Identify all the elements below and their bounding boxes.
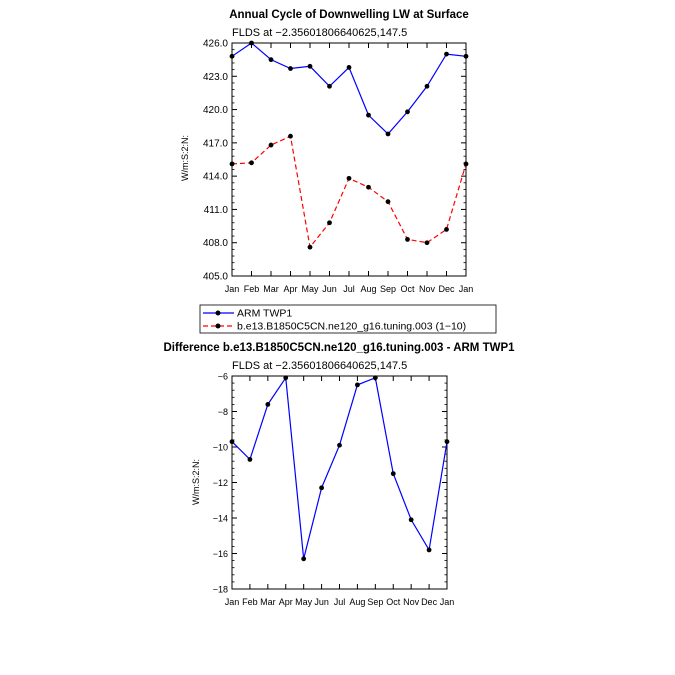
chart1-series-1-point <box>308 245 313 250</box>
chart1-series-line-1 <box>232 136 466 247</box>
chart2-series-0-point <box>319 485 324 490</box>
chart1-series-1-point <box>288 134 293 139</box>
chart1-series-0-point <box>444 52 449 57</box>
chart1-series-0-point <box>308 64 313 69</box>
chart2-series-0-point <box>355 382 360 387</box>
chart1-xtick-label: Jul <box>343 284 355 294</box>
chart1-title: Annual Cycle of Downwelling LW at Surface <box>229 9 469 21</box>
chart1-series-1-point <box>405 237 410 242</box>
chart1-series-1-point <box>230 162 235 167</box>
chart1-ytick-label: 408.0 <box>202 238 228 250</box>
chart2-xtick-label: Sep <box>367 597 384 607</box>
chart2-xtick-label: Jan <box>439 597 455 607</box>
chart1-xtick-label: May <box>301 284 319 294</box>
chart2-xtick-label: Oct <box>386 597 401 607</box>
chart2-series-0-point <box>337 443 342 448</box>
chart1-series-0-point <box>347 65 352 70</box>
chart1-ytick-label: 417.0 <box>202 138 228 150</box>
chart1-plot-frame <box>232 43 466 276</box>
chart2-ytick-label: −14 <box>212 513 228 524</box>
chart2-series-0-point <box>283 375 288 380</box>
chart1-series-0-point <box>405 109 410 114</box>
chart2-series-0-point <box>409 517 414 522</box>
legend-label-model: b.e13.B1850C5CN.ne120_g16.tuning.003 (1−10) <box>237 320 467 333</box>
legend-label-arm: ARM TWP1 <box>237 307 293 320</box>
chart2-xtick-label: Jul <box>333 597 346 607</box>
chart1-series-1-point <box>386 199 391 204</box>
legend-marker-arm <box>216 311 221 316</box>
chart2-series-0-point <box>445 439 450 444</box>
chart1-ytick-label: 414.0 <box>202 171 228 183</box>
chart2-xtick-label: May <box>295 597 313 607</box>
chart1-xtick-label: Mar <box>263 284 279 294</box>
chart1-series-0-point <box>425 84 430 89</box>
chart2-xtick-label: Feb <box>242 597 258 607</box>
chart1-xtick-label: Aug <box>360 284 377 294</box>
chart2-xtick-label: Nov <box>403 597 420 607</box>
chart2-xtick-label: Dec <box>421 597 438 607</box>
chart2-series-line-0 <box>232 378 447 559</box>
chart1-series-0-point <box>464 54 469 59</box>
chart1-series-line-0 <box>232 43 466 134</box>
chart1-ytick-label: 420.0 <box>202 105 228 117</box>
chart2-xtick-label: Apr <box>278 597 293 607</box>
chart1-series-0-point <box>269 57 274 62</box>
chart2-ylabel: W/m:S:2:N: <box>191 458 201 506</box>
chart1-series-1-point <box>347 176 352 181</box>
chart2-ytick-label: −16 <box>212 549 228 559</box>
chart1-series-0-point <box>327 84 332 89</box>
chart1-ytick-label: 405.0 <box>202 271 228 283</box>
chart1-series-1-point <box>425 240 430 245</box>
chart1-xtick-label: Jan <box>458 284 474 294</box>
chart1-xtick-label: Nov <box>418 284 436 294</box>
chart2-plot-frame <box>232 376 447 589</box>
chart2-xtick-label: Mar <box>260 597 276 607</box>
chart1-xtick-label: Jan <box>224 284 240 294</box>
legend-marker-model <box>216 324 221 329</box>
chart1-series-1-point <box>444 227 449 232</box>
chart2-xtick-label: Jun <box>314 597 329 607</box>
chart1-series-1-point <box>327 220 332 225</box>
chart1-series-0-point <box>366 113 371 118</box>
chart1-xtick-label: Oct <box>400 284 415 294</box>
chart1-xtick-label: Feb <box>243 284 260 294</box>
chart1-series-0-point <box>288 66 293 71</box>
chart1-ylabel: W/m:S:2:N: <box>180 134 190 182</box>
chart1-xtick-label: Sep <box>379 284 397 294</box>
chart1-series-0-point <box>386 132 391 137</box>
chart2-series-0-point <box>373 375 378 380</box>
chart1-series-1-point <box>269 143 274 148</box>
chart2-series-0-point <box>248 457 253 462</box>
chart2-ytick-label: −18 <box>212 584 228 595</box>
chart1-ytick-label: 423.0 <box>202 71 228 83</box>
chart1-subtitle: FLDS at −2.35601806640625,147.5 <box>232 27 408 39</box>
chart1-series-0-point <box>249 41 254 46</box>
chart2-series-0-point <box>230 439 235 444</box>
chart1-ytick-label: 426.0 <box>202 38 228 50</box>
chart2-series-0-point <box>265 402 270 407</box>
chart2-title: Difference b.e13.B1850C5CN.ne120_g16.tuning.003 - ARM TWP1 <box>163 342 515 354</box>
chart2-xtick-label: Aug <box>349 597 366 607</box>
chart2-ytick-label: −10 <box>212 442 228 453</box>
chart1-series-1-point <box>366 185 371 190</box>
chart1-ytick-label: 411.0 <box>203 204 228 216</box>
chart2-ytick-label: −6 <box>217 371 228 382</box>
chart2-ytick-label: −8 <box>217 407 228 417</box>
chart2-ytick-label: −12 <box>212 478 228 488</box>
chart2-series-0-point <box>391 471 396 476</box>
chart2-series-0-point <box>301 556 306 561</box>
annual-cycle-chart <box>180 9 473 294</box>
chart2-subtitle: FLDS at −2.35601806640625,147.5 <box>232 360 408 372</box>
chart1-xtick-label: Apr <box>283 284 298 294</box>
chart1-xtick-label: Dec <box>438 284 455 294</box>
chart1-xtick-label: Jun <box>322 284 337 294</box>
chart2-xtick-label: Jan <box>224 597 240 607</box>
chart1-series-0-point <box>230 54 235 59</box>
chart1-legend <box>200 305 496 333</box>
chart2-series-0-point <box>427 548 432 553</box>
chart1-series-1-point <box>464 162 469 167</box>
chart1-series-1-point <box>249 160 254 165</box>
difference-chart <box>163 342 515 607</box>
